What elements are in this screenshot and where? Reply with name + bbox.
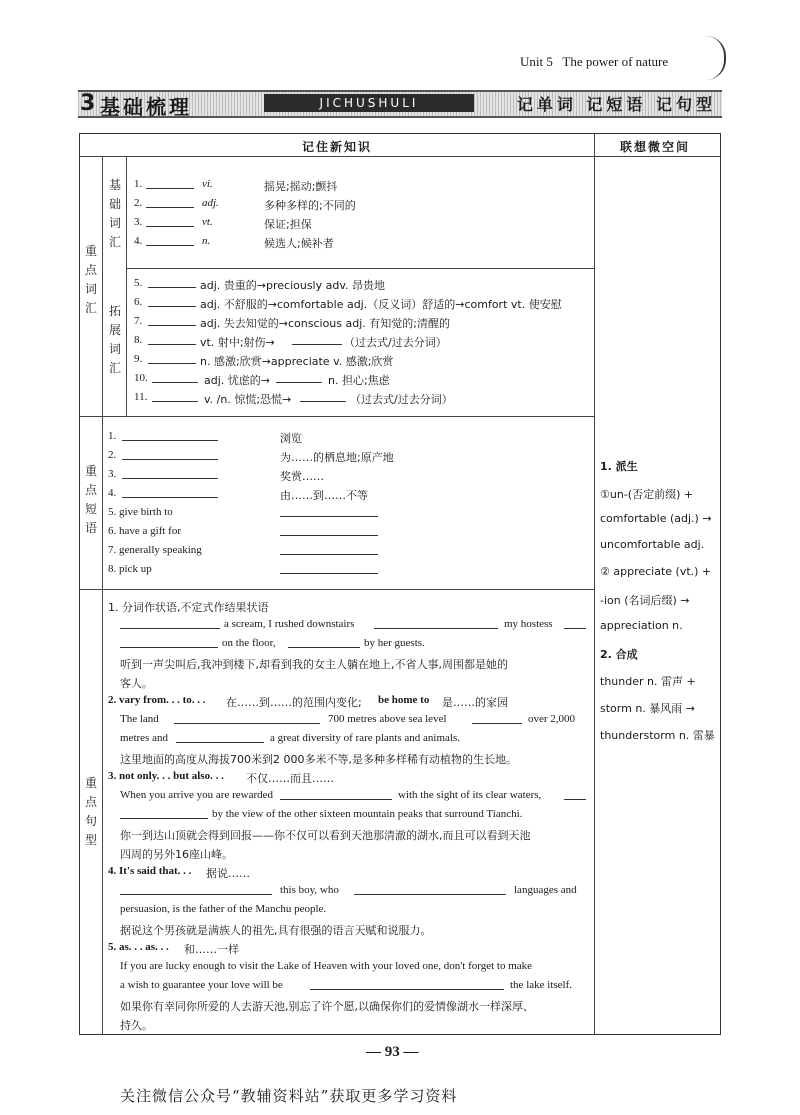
phrase-blank [280,544,378,558]
blank-line [564,618,586,629]
blank-line [120,884,272,895]
sentence-text: my hostess [504,618,553,630]
sidebar-heading: 2. 合成 [600,648,638,661]
blank-line [288,637,360,648]
corner-decoration [706,36,726,80]
sentence-translation: 你一到达山顶就会得到回报——你不仅可以看到天池那清澈的湖水,而且可以看到天池 [120,829,531,842]
sub-column-divider [126,156,127,416]
blank-line [122,430,218,441]
side-column-header: 联想微空间 [620,140,691,154]
vocab-tail: （过去式/过去分词） [344,336,447,349]
blank-line [146,216,194,227]
sentence-text: 700 metres above sea level [328,713,447,725]
blank-line [152,391,198,402]
vocab-blank [148,315,196,329]
sidebar-line: storm n. 暴风雨 → [600,702,695,715]
sentence-title: 和……一样 [184,943,239,956]
sentence-translation: 持久。 [120,1019,153,1032]
vocab-text: adj. 失去知觉的→conscious adj. 有知觉的;清醒的 [200,317,450,330]
sentence-translation: 如果你有幸同你所爱的人去游天池,别忘了许个愿,以确保你们的爱情像湖水一样深厚、 [120,1000,534,1013]
sentence-text: by her guests. [364,637,425,649]
vocab-text: adj. 忧虑的→ [204,374,270,387]
sentence-blank [280,789,392,803]
blank-line [564,789,586,800]
blank-line [280,525,378,536]
vocab-num: 4. [134,235,143,247]
footer-note: 关注微信公众号“教辅资料站”获取更多学习资料 [120,1087,458,1105]
main-column-header: 记住新知识 [302,140,373,154]
vocab-text: vt. 射中;射伤→ [200,336,275,349]
section-label-sentence: 重点句型 [84,776,97,847]
sentence-text: with the sight of its clear waters, [398,789,542,801]
blank-line [310,979,504,990]
phrase-right: 由……到……不等 [280,489,368,502]
blank-line [148,353,196,364]
blank-line [300,391,346,402]
main-table [79,133,721,1035]
vocab-meaning: 候选人;候补者 [264,237,334,250]
sentence-blank [564,789,586,803]
sentence-blank [288,637,360,651]
blank-line [280,563,378,574]
blank-line [148,334,196,345]
page-number: — 93 — [366,1044,419,1060]
phrase-right: 奖赏…… [280,470,324,483]
blank-line [146,178,194,189]
sentence-text: metres and [120,732,168,744]
vocab-blank [148,353,196,367]
phrase-left: 7. generally speaking [108,544,202,556]
sentence-blank [120,808,208,822]
sentence-blank [472,713,522,727]
section-label-vocab: 重点词汇 [84,244,97,315]
sentence-blank [120,884,272,898]
blank-line [146,235,194,246]
phrase-blank [280,563,378,577]
sentence-blank [120,637,218,651]
banner-subtitle: 记单词 记短语 记句型 [516,95,716,114]
vocab-num: 10. [134,372,148,384]
phrase-right: 为……的栖息地;原产地 [280,451,394,464]
sentence-text: languages and [514,884,577,896]
vocab-num: 11. [134,391,148,403]
phrase-blank [122,487,218,501]
vocab-num: 8. [134,334,143,346]
blank-line [120,618,220,629]
vocab-blank [276,372,322,386]
vocab-num: 6. [134,296,143,308]
blank-line [280,789,392,800]
phrase-blank [122,468,218,482]
vocab-blank [148,296,196,310]
vocab-tail: n. 担心;焦虑 [328,374,390,387]
vocab-tail: （过去式/过去分词） [350,393,453,406]
blank-line [472,713,522,724]
vocab-num: 5. [134,277,143,289]
vocab-sub-divider [126,268,594,269]
sidebar-line: ② appreciate (vt.) + [600,565,712,578]
vocab-text: n. 感激;欣赏→appreciate v. 感激;欣赏 [200,355,394,368]
vocab-meaning: 摇晃;摇动;颤抖 [264,180,338,193]
section-label-phrase: 重点短语 [84,464,97,535]
phrase-blank [122,430,218,444]
phrase-sentence-divider [80,589,594,590]
vocab-num: 3. [134,216,143,228]
sentence-text: persuasion, is the father of the Manchu people. [120,903,327,915]
sentence-title: 不仅……而且…… [246,772,334,785]
sidebar-line: ①un-(否定前缀) + [600,488,694,501]
phrase-left: 4. [108,487,117,499]
section-banner [78,90,722,118]
blank-line [280,506,378,517]
blank-line [122,487,218,498]
sentence-title: 5. as. . . as. . . [108,941,169,953]
sentence-translation: 四周的另外16座山峰。 [120,848,233,861]
sidebar-line: -ion (名词后缀) → [600,594,690,607]
sentence-title: 3. not only. . . but also. . . [108,770,224,782]
sentence-text: When you arrive you are rewarded [120,789,274,801]
sentence-title: 据说…… [206,867,250,880]
sentence-blank [564,618,586,632]
sentence-text: by the view of the other sixteen mountain peaks that surround Tianchi. [212,808,523,820]
sentence-title: 2. vary from. . . to. . . [108,694,206,706]
sentence-translation: 这里地面的高度从海拔700米到2 000多米不等,是多种多样稀有动植物的生长地。 [120,753,517,766]
blank-line [276,372,322,383]
vocab-text: adj. 不舒服的→comfortable adj.（反义词）舒适的→comfort vt. 使安慰 [200,298,562,311]
sentence-text: a great diversity of rare plants and animals. [270,732,460,744]
banner-pinyin: JICHUSHULI [264,94,474,112]
sentence-blank [120,618,220,632]
sentence-blank [354,884,506,898]
vocab-blank [152,372,198,386]
sidebar-line: comfortable (adj.) → [600,512,712,525]
sentence-title: 是……的家园 [442,696,508,709]
sentence-blank [176,732,264,746]
vocab-num: 9. [134,353,143,365]
sentence-text: on the floor, [222,637,276,649]
blank-line [292,334,342,345]
blank-line [122,468,218,479]
blank-line [146,197,194,208]
section-column-divider [102,156,103,1034]
unit-label: Unit 5 [520,54,553,69]
blank-line [280,544,378,555]
side-column-divider [594,134,595,1034]
sentence-title: be home to [378,694,430,706]
unit-title [520,54,668,70]
sentence-blank [374,618,498,632]
sidebar-line: thunderstorm n. 雷暴 [600,729,715,742]
vocab-blank [146,235,194,249]
vocab-blank [152,391,198,405]
phrase-blank [280,525,378,539]
vocab-blank [292,334,342,348]
blank-line [148,277,196,288]
sentence-text: If you are lucky enough to visit the Lake of Heaven with your loved one, don't forget to make [120,960,533,972]
vocab-blank [146,178,194,192]
vocab-pos: adj. [202,197,219,209]
vocab-pos: vi. [202,178,213,190]
sentence-text: over 2,000 [528,713,576,725]
vocab-meaning: 多种多样的;不同的 [264,199,356,212]
vocab-meaning: 保证;担保 [264,218,312,231]
sidebar-line: appreciation n. [600,619,683,632]
vocab-num: 1. [134,178,143,190]
phrase-right: 浏览 [280,432,302,445]
sentence-text: a wish to guarantee your love will be [120,979,283,991]
phrase-left: 6. have a gift for [108,525,181,537]
vocab-num: 2. [134,197,143,209]
vocab-blank [148,277,196,291]
header-divider [80,156,720,157]
phrase-left: 1. [108,430,117,442]
sidebar-line: uncomfortable adj. [600,538,705,551]
phrase-left: 3. [108,468,117,480]
sentence-title: 在……到……的范围内变化; [226,696,362,709]
banner-number: 3 [80,91,96,116]
unit-name: The power of nature [562,54,669,69]
vocab-blank [146,216,194,230]
vocab-text: adj. 贵重的→preciously adv. 昂贵地 [200,279,385,292]
vocab-blank [146,197,194,211]
phrase-blank [280,506,378,520]
blank-line [148,296,196,307]
sentence-translation: 听到一声尖叫后,我冲到楼下,却看到我的女主人躺在地上,不省人事,周围都是她的 [120,658,508,671]
phrase-left: 2. [108,449,117,461]
blank-line [120,808,208,819]
sentence-title: 1. 分词作状语,不定式作结果状语 [108,601,269,614]
sentence-text: this boy, who [280,884,339,896]
sentence-translation: 客人。 [120,677,153,690]
banner-title: 基础梳理 [100,95,192,119]
vocab-num: 7. [134,315,143,327]
blank-line [374,618,498,629]
sentence-text: a scream, I rushed downstairs [224,618,355,630]
sentence-translation: 据说这个男孩就是满族人的祖先,具有很强的语言天赋和说服力。 [120,924,432,937]
vocab-phrase-divider [80,416,594,417]
sidebar-heading: 1. 派生 [600,460,638,473]
blank-line [176,732,264,743]
vocab-pos: n. [202,235,211,247]
blank-line [148,315,196,326]
sentence-text: The land [120,713,159,725]
sentence-blank [310,979,504,993]
vocab-blank [148,334,196,348]
sub-label-extend: 拓展词汇 [108,304,121,375]
blank-line [122,449,218,460]
sub-label-basic: 基础词汇 [108,178,121,249]
sentence-blank [174,713,320,727]
blank-line [152,372,198,383]
sentence-title: 4. It's said that. . . [108,865,192,877]
sidebar-line: thunder n. 雷声 + [600,675,696,688]
sentence-text: the lake itself. [510,979,573,991]
vocab-blank [300,391,346,405]
vocab-pos: vt. [202,216,213,228]
blank-line [174,713,320,724]
vocab-text: v. /n. 惊慌;恐慌→ [204,393,292,406]
blank-line [354,884,506,895]
phrase-blank [122,449,218,463]
phrase-left: 5. give birth to [108,506,173,518]
phrase-left: 8. pick up [108,563,152,575]
blank-line [120,637,218,648]
